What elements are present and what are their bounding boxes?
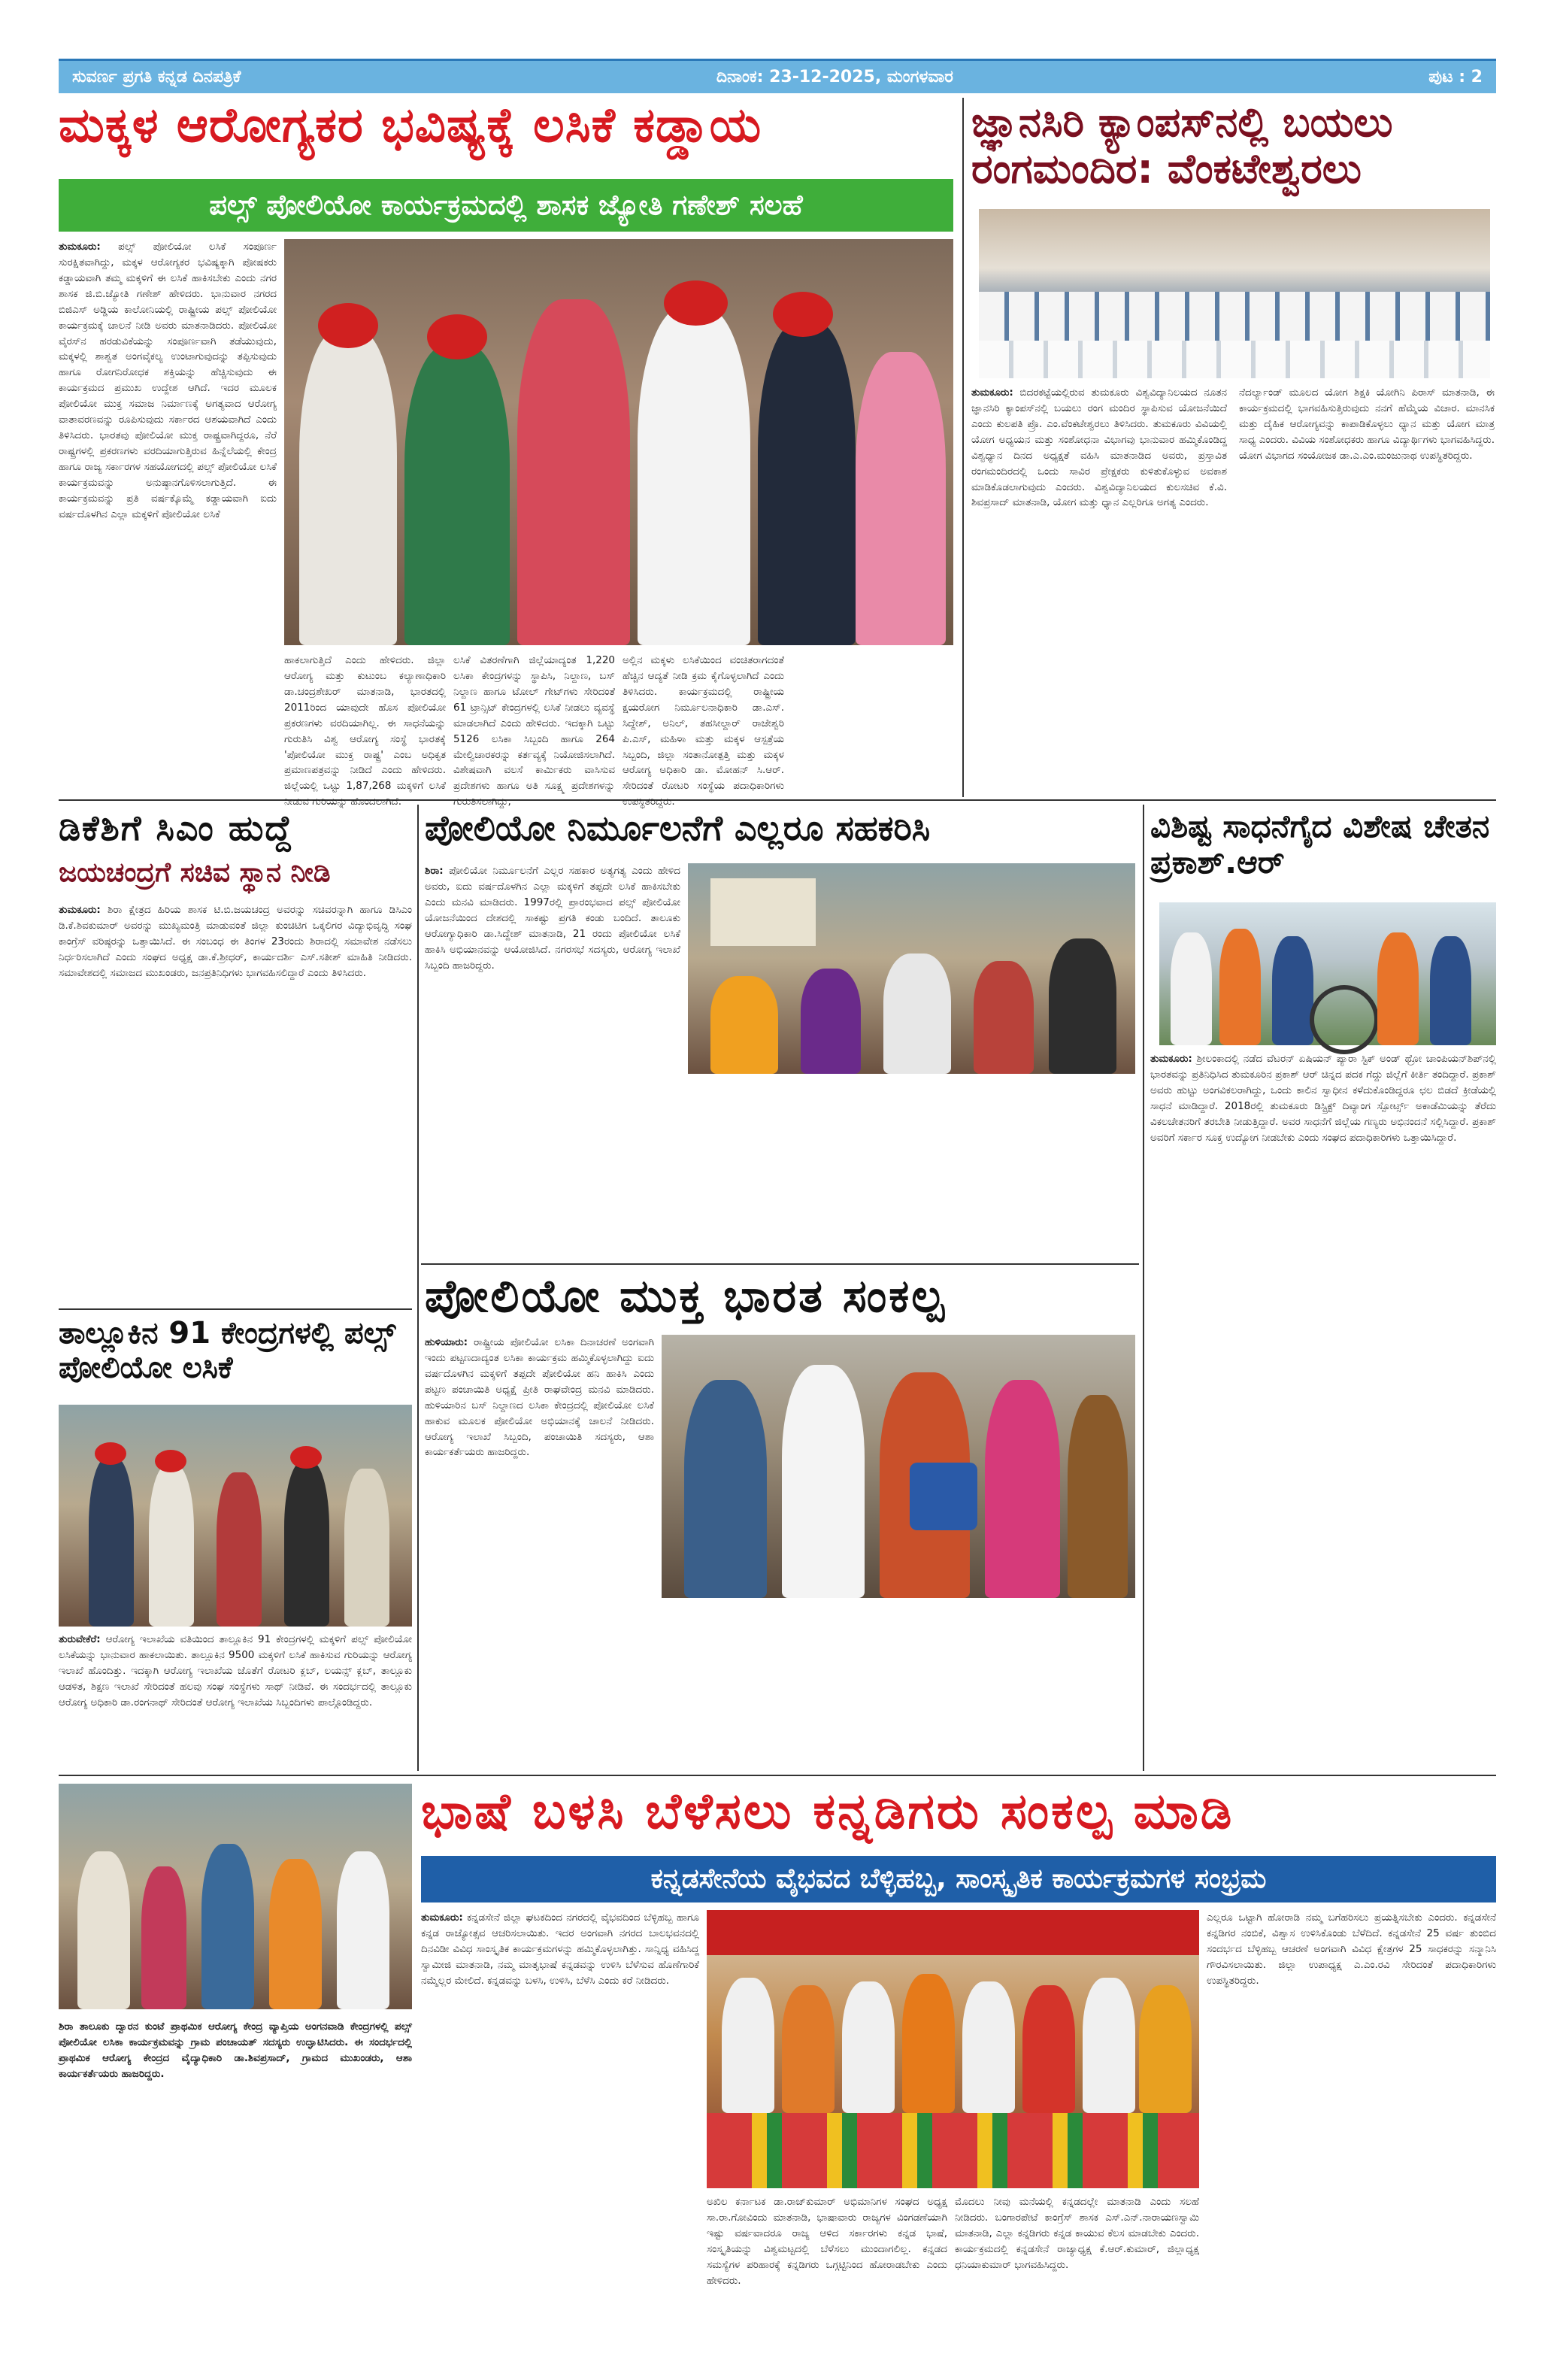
story5-text: ಶ್ರೀಲಂಕಾದಲ್ಲಿ ನಡೆದ ವೆಟರನ್ ಏಷಿಯನ್ ಪ್ಯಾರಾ ಸ್ಟಿಕ್ ಅಂಡ್ ಥ್ರೋ ಚಾಂಪಿಯನ್‌ಶಿಪ್‌ನಲ್ಲಿ ಭಾರತವನ್ನು ಪ್ರತಿನಿಧಿಸಿದ ತುಮಕೂರಿನ ಪ್ರಕಾಶ್ ಆರ್ ಚಿನ್ನದ ಪದಕ ಗೆದ್ದು ಜಿಲ್ಲೆಗೆ ಕೀರ್ತಿ ತಂದಿದ್ದಾರೆ. ಪ್ರಕಾಶ್ ಅವರು ಹುಟ್ಟು ಅಂಗವಿಕಲರಾಗಿದ್ದು, ಒಂದು ಕಾಲಿನ ಸ್ವಾಧೀನ ಕಳೆದುಕೊಂಡಿದ್ದರೂ ಛಲ ಬಿಡದೆ ಕ್ರೀಡೆಯಲ್ಲಿ ಸಾಧನೆ ಮಾಡಿದ್ದಾರೆ. 2018ರಲ್ಲಿ ತುಮಕೂರು ಡಿಸ್ಟ್ರಿಕ್ಟ್ ದಿವ್ಯಾಂಗ ಸ್ಪೋರ್ಟ್ಸ್ ಅಕಾಡೆಮಿಯನ್ನು ತೆರೆದು ವಿಕಲಚೇತನರಿಗೆ ತರಬೇತಿ ನೀಡುತ್ತಿದ್ದಾರೆ. ಅವರ ಸಾಧನೆಗೆ ಜಿಲ್ಲೆಯ ಗಣ್ಯರು ಅಭಿನಂದನೆ ಸಲ್ಲಿಸಿದ್ದಾರೆ. ಪ್ರಕಾಶ್ ಅವರಿಗೆ ಸರ್ಕಾರ ಸೂಕ್ತ ಉದ್ಯೋಗ ನೀಡಬೇಕು ಎಂದು ಸಂಘದ ಪದಾಧಿಕಾರಿಗಳು ಒತ್ತಾಯಿಸಿದ್ದಾರೆ. (1150, 1053, 1496, 1144)
story2-text-1: ಬಿದರಕಟ್ಟೆಯಲ್ಲಿರುವ ತುಮಕೂರು ವಿಶ್ವವಿದ್ಯಾನಿಲಯದ ನೂತನ ಜ್ಞಾನಸಿರಿ ಕ್ಯಾಂಪಸ್‌ನಲ್ಲಿ ಬಯಲು ರಂಗ ಮಂದಿರ ಸ್ಥಾಪಿಸುವ ಯೋಜನೆಯಿದೆ ಎಂದು ಕುಲಪತಿ ಪ್ರೊ. ಎಂ.ವೆಂಕಟೇಶ್ವರಲು ತಿಳಿಸಿದರು. ತುಮಕೂರು ವಿವಿಯಲ್ಲಿ ಯೋಗ ಅಧ್ಯಯನ ಮತ್ತು ಸಂಶೋಧನಾ ವಿಭಾಗವು ಭಾನುವಾರ ಹಮ್ಮಿಕೊಂಡಿದ್ದ ವಿಶ್ವಧ್ಯಾನ ದಿನದ ಅಧ್ಯಕ್ಷತೆ ವಹಿಸಿ ಮಾತನಾಡಿದ ಅವರು, ಪ್ರಸ್ತಾವಿತ ರಂಗಮಂದಿರದಲ್ಲಿ ಒಂದು ಸಾವಿರ ಪ್ರೇಕ್ಷಕರು ಕುಳಿತುಕೊಳ್ಳುವ ಅವಕಾಶ ಮಾಡಿಕೊಡಲಾಗುವುದು ಎಂದರು. ವಿಶ್ವವಿದ್ಯಾನಿಲಯದ ಕುಲಸಚಿವ ಕೆ.ವಿ. ಶಿವಪ್ರಸಾದ್ ಮಾತನಾಡಿ, ಯೋಗ ಮತ್ತು ಧ್ಯಾನ ಎಲ್ಲರಿಗೂ ಅಗತ್ಯ ಎಂದರು. (971, 387, 1227, 509)
section-rule (421, 1263, 1139, 1265)
story6-text: ರಾಷ್ಟ್ರೀಯ ಪೋಲಿಯೋ ಲಸಿಕಾ ದಿನಾಚರಣೆ ಅಂಗವಾಗಿ ಇಂದು ಪಟ್ಟಣದಾದ್ಯಂತ ಲಸಿಕಾ ಕಾರ್ಯಕ್ರಮ ಹಮ್ಮಿಕೊಳ್ಳಲಾಗಿದ್ದು ಐದು ವರ್ಷದೊಳಗಿನ ಮಕ್ಕಳಿಗೆ ತಪ್ಪದೇ ಪೋಲಿಯೋ ಹನಿ ಹಾಕಿಸಿ ಎಂದು ಪಟ್ಟಣ ಪಂಚಾಯಿತಿ ಅಧ್ಯಕ್ಷೆ ಪ್ರೀತಿ ರಾಘವೇಂದ್ರ ಮನವಿ ಮಾಡಿದರು. ಹುಳಿಯಾರಿನ ಬಸ್ ನಿಲ್ದಾಣದ ಲಸಿಕಾ ಕೇಂದ್ರದಲ್ಲಿ ಪೋಲಿಯೋ ಲಸಿಕೆ ಹಾಕುವ ಮೂಲಕ ಪೋಲಿಯೋ ಅಭಿಯಾನಕ್ಕೆ ಚಾಲನೆ ನೀಡಿದರು. ಆರೋಗ್ಯ ಇಲಾಖೆ ಸಿಬ್ಬಂದಿ, ಪಂಚಾಯಿತಿ ಸದಸ್ಯರು, ಆಶಾ ಕಾರ್ಯಕರ್ತೆಯರು ಹಾಜರಿದ್ದರು. (425, 1336, 654, 1459)
story2-headline: ಜ್ಞಾನಸಿರಿ ಕ್ಯಾಂಪಸ್‌ನಲ್ಲಿ ಬಯಲು ರಂಗಮಂದಿರ: ವೆಂಕಟೇಶ್ವರಲು (971, 99, 1393, 193)
story8-text-1: ಕನ್ನಡಸೇನೆ ಜಿಲ್ಲಾ ಘಟಕದಿಂದ ನಗರದಲ್ಲಿ ವೈಭವದಿಂದ ಬೆಳ್ಳಿಹಬ್ಬ ಹಾಗೂ ಕನ್ನಡ ರಾಜ್ಯೋತ್ಸವ ಆಚರಿಸಲಾಯಿತು. ಇದರ ಅಂಗವಾಗಿ ನಗರದ ಬಾಲಭವನದಲ್ಲಿ ದಿನವಿಡೀ ವಿವಿಧ ಸಾಂಸ್ಕೃತಿಕ ಕಾರ್ಯಕ್ರಮಗಳನ್ನು ಹಮ್ಮಿಕೊಳ್ಳಲಾಗಿತ್ತು. ಸಾನ್ನಿಧ್ಯ ವಹಿಸಿದ್ದ ಸ್ವಾಮೀಜಿ ಮಾತನಾಡಿ, ನಮ್ಮ ಮಾತೃಭಾಷೆ ಕನ್ನಡವನ್ನು ಉಳಿಸಿ ಬೆಳೆಸುವ ಹೊಣೆಗಾರಿಕೆ ನಮ್ಮೆಲ್ಲರ ಮೇಲಿದೆ. ಕನ್ನಡವನ್ನು ಬಳಸಿ, ಉಳಿಸಿ, ಬೆಳೆಸಿ ಎಂದು ಕರೆ ನೀಡಿದರು. (421, 1912, 699, 1987)
column-rule (417, 805, 419, 1771)
story7-caption: ಶಿರಾ ತಾಲೂಕು ದ್ವಾರನ ಕುಂಟೆ ಪ್ರಾಥಮಿಕ ಆರೋಗ್ಯ ಕೇಂದ್ರ ವ್ಯಾಪ್ತಿಯ ಅಂಗನವಾಡಿ ಕೇಂದ್ರಗಳಲ್ಲಿ ಪಲ್ಸ್ ಪೋಲಿಯೋ ಲಸಿಕಾ ಕಾರ್ಯಕ್ರಮವನ್ನು ಗ್ರಾಮ ಪಂಚಾಯತ್ ಸದಸ್ಯರು ಉದ್ಘಾಟಿಸಿದರು. ಈ ಸಂದರ್ಭದಲ್ಲಿ ಪ್ರಾಥಮಿಕ ಆರೋಗ್ಯ ಕೇಂದ್ರದ ವೈದ್ಯಾಧಿಕಾರಿ ಡಾ.ಶಿವಪ್ರಸಾದ್, ಗ್ರಾಮದ ಮುಖಂಡರು, ಆಶಾ ಕಾರ್ಯಕರ್ತೆಯರು ಹಾಜರಿದ್ದರು. (59, 2021, 412, 2080)
story2-photo (979, 209, 1490, 378)
story6-headline: ಪೋಲಿಯೋ ಮುಕ್ತ ಭಾರತ ಸಂಕಲ್ಪ (425, 1270, 947, 1323)
story1-column-2: ಹಾಕಲಾಗುತ್ತಿದೆ ಎಂದು ಹೇಳಿದರು. ಜಿಲ್ಲಾ ಆರೋಗ್ಯ ಮತ್ತು ಕುಟುಂಬ ಕಲ್ಯಾಣಾಧಿಕಾರಿ ಡಾ.ಚಂದ್ರಶೇಖರ್ ಮಾತನಾಡಿ, ಭಾರತದಲ್ಲಿ 2011ರಿಂದ ಯಾವುದೇ ಹೊಸ ಪೋಲಿಯೋ ಪ್ರಕರಣಗಳು ವರದಿಯಾಗಿಲ್ಲ. ಈ ಸಾಧನೆಯನ್ನು ಗುರುತಿಸಿ ವಿಶ್ವ ಆರೋಗ್ಯ ಸಂಸ್ಥೆ ಭಾರತಕ್ಕೆ 'ಪೋಲಿಯೋ ಮುಕ್ತ ರಾಷ್ಟ್ರ' ಎಂಬ ಅಧಿಕೃತ ಪ್ರಮಾಣಪತ್ರವನ್ನು ನೀಡಿದೆ ಎಂದು ಹೇಳಿದರು. ಜಿಲ್ಲೆಯಲ್ಲಿ ಒಟ್ಟು 1,87,268 ಮಕ್ಕಳಿಗೆ ಲಸಿಕೆ ನೀಡುವ ಗುರಿಯನ್ನು ಹೊಂದಲಾಗಿದೆ. (284, 654, 446, 808)
story4-body (425, 863, 680, 1258)
story7-body (59, 1632, 412, 1767)
story6-body (425, 1335, 654, 1767)
masthead (59, 59, 1496, 93)
story1-column-4: ಅಲ್ಲಿನ ಮಕ್ಕಳು ಲಸಿಕೆಯಿಂದ ವಂಚಿತರಾಗದಂತೆ ಹೆಚ್ಚಿನ ಆದ್ಯತೆ ನೀಡಿ ಕ್ರಮ ಕೈಗೊಳ್ಳಲಾಗಿದೆ ಎಂದು ತಿಳಿಸಿದರು. ಕಾರ್ಯಕ್ರಮದಲ್ಲಿ ರಾಷ್ಟ್ರೀಯ ಕ್ಷಯರೋಗ ನಿರ್ಮೂಲನಾಧಿಕಾರಿ ಡಾ.ಎಸ್. ಸಿದ್ದೇಶ್, ಅನಿಲ್, ತಹಸೀಲ್ದಾರ್ ರಾಜೇಶ್ವರಿ ಪಿ.ಎಸ್, ಮಹಿಳಾ ಮತ್ತು ಮಕ್ಕಳ ಆಸ್ಪತ್ರೆಯ ಸಿಬ್ಬಂದಿ, ಜಿಲ್ಲಾ ಸಂತಾನೋತ್ಪತ್ತಿ ಮತ್ತು ಮಕ್ಕಳ ಆರೋಗ್ಯ ಅಧಿಕಾರಿ ಡಾ. ಮೋಹನ್ ಸಿ.ಆರ್. ಸೇರಿದಂತೆ ರೋಟರಿ ಸಂಸ್ಥೆಯ ಪದಾಧಿಕಾರಿಗಳು ಉಪಸ್ಥಿತರಿದ್ದರು. (623, 654, 784, 808)
story5-photo (1159, 902, 1496, 1045)
section-rule (59, 1775, 1496, 1776)
story8-headline: ಭಾಷೆ ಬಳಸಿ ಬೆಳೆಸಲು ಕನ್ನಡಿಗರು ಸಂಕಲ್ಪ ಮಾಡಿ (421, 1782, 1234, 1840)
paper-name: ಸುವರ್ಣ ಪ್ರಗತಿ ಕನ್ನಡ ದಿನಪತ್ರಿಕೆ (72, 68, 241, 86)
story1-photo (284, 239, 953, 645)
story6-photo (662, 1335, 1135, 1598)
story2-column-1 (971, 385, 1227, 791)
story8-photo (707, 1910, 1199, 2188)
story3-headline: ಡಿಕೆಶಿಗೆ ಸಿಎಂ ಹುದ್ದೆ (59, 808, 294, 848)
story5-body (1150, 1051, 1496, 1767)
page-number: ಪುಟ : 2 (1428, 68, 1483, 86)
story1-text-1: ಪಲ್ಸ್ ಪೋಲಿಯೋ ಲಸಿಕೆ ಸಂಪೂರ್ಣ ಸುರಕ್ಷಿತವಾಗಿದ್ದು, ಮಕ್ಕಳ ಆರೋಗ್ಯಕರ ಭವಿಷ್ಯಕ್ಕಾಗಿ ಪೋಷಕರು ಕಡ್ಡಾಯವಾಗಿ ತಮ್ಮ ಮಕ್ಕಳಿಗೆ ಈ ಲಸಿಕೆ ಹಾಕಿಸಬೇಕು ಎಂದು ನಗರ ಶಾಸಕ ಜಿ.ಬಿ.ಜ್ಯೋತಿ ಗಣೇಶ್ ಹೇಳಿದರು. ಭಾನುವಾರ ನಗರದ ಬಿಜಿಎಸ್ ಅಡ್ಡಿಯ ಕಾಲೋನಿಯಲ್ಲಿ ರಾಷ್ಟ್ರೀಯ ಪಲ್ಸ್ ಪೋಲಿಯೋ ಕಾರ್ಯಕ್ರಮಕ್ಕೆ ಚಾಲನೆ ನೀಡಿ ಅವರು ಮಾತನಾಡಿದರು. ಪೋಲಿಯೋ ವೈರಸ್‌ನ ಹರಡುವಿಕೆಯನ್ನು ಸಂಪೂರ್ಣವಾಗಿ ತಡೆಯುವುದು, ಮಕ್ಕಳಲ್ಲಿ ಶಾಶ್ವತ ಅಂಗವೈಕಲ್ಯ ಉಂಟಾಗುವುದನ್ನು ತಪ್ಪಿಸುವುದು ಹಾಗೂ ರೋಗನಿರೋಧಕ ಶಕ್ತಿಯನ್ನು ಹೆಚ್ಚಿಸುವುದು ಈ ಕಾರ್ಯಕ್ರಮದ ಪ್ರಮುಖ ಉದ್ದೇಶ ಆಗಿದೆ. ಇದರ ಮೂಲಕ ಪೋಲಿಯೋ ಮುಕ್ತ ಸಮಾಜ ನಿರ್ಮಾಣಕ್ಕೆ ಅಗತ್ಯವಾದ ಆರೋಗ್ಯ ವಾತಾವರಣವನ್ನು ರೂಪಿಸುವುದು ಸರ್ಕಾರದ ಆಶಯವಾಗಿದೆ ಎಂದು ತಿಳಿಸಿದರು. ಭಾರತವು ಪೋಲಿಯೋ ಮುಕ್ತ ರಾಷ್ಟ್ರವಾಗಿದ್ದರೂ, ನೆರೆ ರಾಷ್ಟ್ರಗಳಲ್ಲಿ ಪ್ರಕರಣಗಳು ವರದಿಯಾಗುತ್ತಿರುವ ಹಿನ್ನೆಲೆಯಲ್ಲಿ ಕೇಂದ್ರ ಹಾಗೂ ರಾಜ್ಯ ಸರ್ಕಾರಗಳ ಸಹಯೋಗದಲ್ಲಿ ಪಲ್ಸ್ ಪೋಲಿಯೋ ಲಸಿಕೆ ಕಾರ್ಯಕ್ರಮವನ್ನು ಅನುಷ್ಠಾನಗೊಳಿಸಲಾಗುತ್ತಿದೆ. ಈ ಕಾರ್ಯಕ್ರಮವನ್ನು ಪ್ರತಿ ವರ್ಷಕ್ಕೊಮ್ಮೆ ಕಡ್ಡಾಯವಾಗಿ ಐದು ವರ್ಷದೊಳಗಿನ ಎಲ್ಲಾ ಮಕ್ಕಳಿಗೆ ಪೋಲಿಯೋ ಲಸಿಕೆ (59, 241, 277, 520)
story1-dateline: ತುಮಕೂರು: (59, 241, 101, 253)
story4-photo (688, 863, 1135, 1074)
story1-subhead: ಪಲ್ಸ್ ಪೋಲಿಯೋ ಕಾರ್ಯಕ್ರಮದಲ್ಲಿ ಶಾಸಕ ಜ್ಯೋತಿ ಗಣೇಶ್ ಸಲಹೆ (59, 179, 953, 232)
story7-dateline: ತುರುವೇಕೆರೆ: (59, 1633, 101, 1645)
story7-photo-2 (59, 1784, 412, 2009)
story8-dateline: ತುಮಕೂರು: (421, 1912, 463, 1924)
section-rule (59, 1308, 412, 1310)
story2-dateline: ತುಮಕೂರು: (971, 387, 1013, 399)
issue-date: ದಿನಾಂಕ: 23-12-2025, ಮಂಗಳವಾರ (716, 68, 953, 86)
story4-text: ಪೋಲಿಯೋ ನಿರ್ಮೂಲನೆಗೆ ಎಲ್ಲರ ಸಹಕಾರ ಅತ್ಯಗತ್ಯ ಎಂದು ಹೇಳಿದ ಅವರು, ಐದು ವರ್ಷದೊಳಗಿನ ಎಲ್ಲಾ ಮಕ್ಕಳಿಗೆ ತಪ್ಪದೇ ಲಸಿಕೆ ಹಾಕಿಸಬೇಕು ಎಂದು ಮನವಿ ಮಾಡಿದರು. 1997ರಲ್ಲಿ ಪ್ರಾರಂಭವಾದ ಪಲ್ಸ್ ಪೋಲಿಯೋ ಯೋಜನೆಯಿಂದ ದೇಶದಲ್ಲಿ ಸಾಕಷ್ಟು ಪ್ರಗತಿ ಕಂಡು ಬಂದಿದೆ. ತಾಲೂಕು ಆರೋಗ್ಯಾಧಿಕಾರಿ ಡಾ.ಸಿದ್ದೇಶ್ ಮಾತನಾಡಿ, 21 ರಂದು ಪೋಲಿಯೋ ಲಸಿಕೆ ಹಾಕಿಸಿ ಅಭಿಯಾನವನ್ನು ಆಯೋಜಿಸಿದೆ. ನಗರಸಭೆ ಸದಸ್ಯರು, ಆರೋಗ್ಯ ಇಲಾಖೆ ಸಿಬ್ಬಂದಿ ಹಾಜರಿದ್ದರು. (425, 865, 680, 972)
story7-text: ಆರೋಗ್ಯ ಇಲಾಖೆಯ ವತಿಯಿಂದ ತಾಲ್ಲೂಕಿನ 91 ಕೇಂದ್ರಗಳಲ್ಲಿ ಮಕ್ಕಳಿಗೆ ಪಲ್ಸ್ ಪೋಲಿಯೋ ಲಸಿಕೆಯನ್ನು ಭಾನುವಾರ ಹಾಕಲಾಯಿತು. ತಾಲ್ಲೂಕಿನ 9500 ಮಕ್ಕಳಿಗೆ ಲಸಿಕೆ ಹಾಕಿಸುವ ಗುರಿಯನ್ನು ಆರೋಗ್ಯ ಇಲಾಖೆ ಹೊಂದಿತ್ತು. ಇದಕ್ಕಾಗಿ ಆರೋಗ್ಯ ಇಲಾಖೆಯ ಜೊತೆಗೆ ರೋಟರಿ ಕ್ಲಬ್, ಲಯನ್ಸ್ ಕ್ಲಬ್, ತಾಲ್ಲೂಕು ಆಡಳಿತ, ಶಿಕ್ಷಣ ಇಲಾಖೆ ಸೇರಿದಂತೆ ಹಲವು ಸಂಘ ಸಂಸ್ಥೆಗಳು ಸಾಥ್ ನೀಡಿವೆ. ಈ ಸಂದರ್ಭದಲ್ಲಿ ತಾಲ್ಲೂಕು ಆರೋಗ್ಯ ಅಧಿಕಾರಿ ಡಾ.ರಂಗನಾಥ್ ಸೇರಿದಂತೆ ಆರೋಗ್ಯ ಇಲಾಖೆಯ ಸಿಬ್ಬಂದಿಗಳು ಪಾಲ್ಗೊಂಡಿದ್ದರು. (59, 1633, 412, 1708)
column-rule (962, 98, 964, 797)
story1-column-3: ಲಸಿಕೆ ವಿತರಣೆಗಾಗಿ ಜಿಲ್ಲೆಯಾದ್ಯಂತ 1,220 ಲಸಿಕಾ ಕೇಂದ್ರಗಳನ್ನು ಸ್ಥಾಪಿಸಿ, ನಿಲ್ದಾಣ, ಬಸ್ ನಿಲ್ದಾಣ ಹಾಗೂ ಟೋಲ್ ಗೇಟ್‌ಗಳು ಸೇರಿದಂತೆ 61 ಟ್ರಾನ್ಸಿಟ್ ಕೇಂದ್ರಗಳಲ್ಲಿ ಲಸಿಕೆ ನೀಡಲು ವ್ಯವಸ್ಥೆ ಮಾಡಲಾಗಿದೆ ಎಂದು ಹೇಳಿದರು. ಇದಕ್ಕಾಗಿ ಒಟ್ಟು 5126 ಲಸಿಕಾ ಸಿಬ್ಬಂದಿ ಹಾಗೂ 264 ಮೇಲ್ವಿಚಾರಕರನ್ನು ಕರ್ತವ್ಯಕ್ಕೆ ನಿಯೋಜಿಸಲಾಗಿದೆ. ವಿಶೇಷವಾಗಿ ವಲಸೆ ಕಾರ್ಮಿಕರು ವಾಸಿಸುವ ಪ್ರದೇಶಗಳು ಹಾಗೂ ಅತಿ ಸೂಕ್ಷ್ಮ ಪ್ರದೇಶಗಳನ್ನು ಗುರುತಿಸಲಾಗಿದ್ದು, (453, 654, 615, 808)
story1-headline: ಮಕ್ಕಳ ಆರೋಗ್ಯಕರ ಭವಿಷ್ಯಕ್ಕೆ ಲಸಿಕೆ ಕಡ್ಡಾಯ (59, 98, 762, 153)
story5-headline: ವಿಶಿಷ್ಟ ಸಾಧನೆಗೈದ ವಿಶೇಷ ಚೇತನ ಪ್ರಕಾಶ್.ಆರ್ (1150, 808, 1490, 881)
story8-column-4: ಎಲ್ಲರೂ ಒಟ್ಟಾಗಿ ಹೋರಾಡಿ ನಮ್ಮ ಬಗೆಹರಿಸಲು ಪ್ರಯತ್ನಿಸಬೇಕು ಎಂದರು. ಕನ್ನಡಸೇನೆ ಕನ್ನಡಿಗರ ನಂಬಿಕೆ, ವಿಶ್ವಾಸ ಉಳಿಸಿಕೊಂಡು ಬೆಳೆದಿದೆ. ಕನ್ನಡಸೇನೆ 25 ವರ್ಷ ತುಂಬಿದ ಸಂದರ್ಭದ ಬೆಳ್ಳಿಹಬ್ಬ ಆಚರಣೆ ಅಂಗವಾಗಿ ವಿವಿಧ ಕ್ಷೇತ್ರಗಳ 25 ಸಾಧಕರನ್ನು ಸನ್ಮಾನಿಸಿ ಗೌರವಿಸಲಾಯಿತು. ಜಿಲ್ಲಾ ಉಪಾಧ್ಯಕ್ಷ ಎ.ಎಂ.ರವಿ ಸೇರಿದಂತೆ ಪದಾಧಿಕಾರಿಗಳು ಉಪಸ್ಥಿತರಿದ್ದರು. (1207, 1912, 1496, 1987)
story3-body (59, 902, 412, 1301)
story3-dateline: ತುಮಕೂರು: (59, 904, 101, 916)
column-rule (1143, 805, 1144, 1771)
story8-column-2: ಅಖಿಲ ಕರ್ನಾಟಕ ಡಾ.ರಾಜ್‌ಕುಮಾರ್ ಅಭಿಮಾನಿಗಳ ಸಂಘದ ಅಧ್ಯಕ್ಷ ಸಾ.ರಾ.ಗೋವಿಂದು ಮಾತನಾಡಿ, ಭಾಷಾವಾರು ರಾಜ್ಯಗಳ ವಿಂಗಡಣೆಯಾಗಿ ಇಷ್ಟು ವರ್ಷವಾದರೂ ರಾಜ್ಯ ಆಳಿದ ಸರ್ಕಾರಗಳು ಕನ್ನಡ ಭಾಷೆ, ಸಂಸ್ಕೃತಿಯನ್ನು ವಿಶ್ವಮಟ್ಟದಲ್ಲಿ ಬೆಳೆಸಲು ಮುಂದಾಗಲಿಲ್ಲ. ಕನ್ನಡದ ಸಮಸ್ಯೆಗಳ ಪರಿಹಾರಕ್ಕೆ ಕನ್ನಡಿಗರು ಒಗ್ಗಟ್ಟಿನಿಂದ ಹೋರಾಡಬೇಕು ಎಂದು ಹೇಳಿದರು. (707, 2196, 947, 2287)
story7-photo-1 (59, 1405, 412, 1627)
section-rule (59, 799, 1496, 801)
story1-column-1 (59, 239, 277, 788)
story8-column-3: ಮೊದಲು ನೀವು ಮನೆಯಲ್ಲಿ ಕನ್ನಡದಲ್ಲೇ ಮಾತನಾಡಿ ಎಂದು ಸಲಹೆ ನೀಡಿದರು. ಬಂಗಾರಪೇಟೆ ಕಾಂಗ್ರೆಸ್ ಶಾಸಕ ಎಸ್.ಎನ್.ನಾರಾಯಣಸ್ವಾಮಿ ಮಾತನಾಡಿ, ಎಲ್ಲಾ ಕನ್ನಡಿಗರು ಕನ್ನಡ ಕಾಯುವ ಕೆಲಸ ಮಾಡಬೇಕು ಎಂದರು. ಕಾರ್ಯಕ್ರಮದಲ್ಲಿ ಕನ್ನಡಸೇನೆ ರಾಜ್ಯಾಧ್ಯಕ್ಷ ಕೆ.ಆರ್.ಕುಮಾರ್, ಜಿಲ್ಲಾಧ್ಯಕ್ಷ ಧನಿಯಾಕುಮಾರ್ ಭಾಗವಹಿಸಿದ್ದರು. (955, 2196, 1199, 2271)
story5-dateline: ತುಮಕೂರು: (1150, 1053, 1192, 1065)
story7-headline: ತಾಲ್ಲೂಕಿನ 91 ಕೇಂದ್ರಗಳಲ್ಲಿ ಪಲ್ಸ್ ಪೋಲಿಯೋ ಲಸಿಕೆ (59, 1316, 396, 1385)
story6-dateline: ಹುಳಿಯಾರು: (425, 1336, 468, 1348)
story3-subhead: ಜಯಚಂದ್ರಗೆ ಸಚಿವ ಸ್ಥಾನ ನೀಡಿ (59, 857, 331, 888)
story8-subhead: ಕನ್ನಡಸೇನೆಯ ವೈಭವದ ಬೆಳ್ಳಿಹಬ್ಬ, ಸಾಂಸ್ಕೃತಿಕ ಕಾರ್ಯಕ್ರಮಗಳ ಸಂಭ್ರಮ (421, 1856, 1496, 1902)
story8-column-1 (421, 1910, 699, 2181)
story3-text: ಶಿರಾ ಕ್ಷೇತ್ರದ ಹಿರಿಯ ಶಾಸಕ ಟಿ.ಬಿ.ಜಯಚಂದ್ರ ಅವರನ್ನು ಸಚಿವರನ್ನಾಗಿ ಹಾಗೂ ಡಿಸಿಎಂ ಡಿ.ಕೆ.ಶಿವಕುಮಾರ್ ಅವರನ್ನು ಮುಖ್ಯಮಂತ್ರಿ ಮಾಡುವಂತೆ ಜಿಲ್ಲಾ ಕುಂಚಿಟಿಗ ಒಕ್ಕಲಿಗರ ವಿದ್ಯಾಭಿವೃದ್ಧಿ ಸಂಘ ಕಾಂಗ್ರೆಸ್ ವರಿಷ್ಠರನ್ನು ಒತ್ತಾಯಿಸಿದೆ. ಈ ಸಂಬಂಧ ಈ ತಿಂಗಳ 23ರಂದು ಶಿರಾದಲ್ಲಿ ಸಮಾವೇಶ ನಡೆಸಲು ನಿರ್ಧರಿಸಲಾಗಿದೆ ಎಂದು ಸಂಘದ ಅಧ್ಯಕ್ಷ ಡಾ.ಕೆ.ಶ್ರೀಧರ್, ಕಾರ್ಯದರ್ಶಿ ಎಸ್.ಸತೀಶ್ ಮಾಹಿತಿ ನೀಡಿದರು. ಸಮಾವೇಶದಲ್ಲಿ ಸಮಾಜದ ಮುಖಂಡರು, ಜನಪ್ರತಿನಿಧಿಗಳು ಭಾಗವಹಿಸಲಿದ್ದಾರೆ ಎಂದು ತಿಳಿಸಿದರು. (59, 904, 413, 979)
story4-headline: ಪೋಲಿಯೋ ನಿರ್ಮೂಲನೆಗೆ ಎಲ್ಲರೂ ಸಹಕರಿಸಿ (425, 808, 931, 848)
story4-dateline: ಶಿರಾ: (425, 865, 444, 877)
story2-column-2: ನೆದರ್ಲ್ಯಾಂಡ್ ಮೂಲದ ಯೋಗ ಶಿಕ್ಷಕಿ ಯೋಗಿನಿ ಪಿರಾಸ್ ಮಾತನಾಡಿ, ಈ ಕಾರ್ಯಕ್ರಮದಲ್ಲಿ ಭಾಗವಹಿಸುತ್ತಿರುವುದು ನನಗೆ ಹೆಮ್ಮೆಯ ವಿಚಾರ. ಮಾನಸಿಕ ಮತ್ತು ದೈಹಿಕ ಆರೋಗ್ಯವನ್ನು ಕಾಪಾಡಿಕೊಳ್ಳಲು ಧ್ಯಾನ ಮತ್ತು ಯೋಗ ಮಾತ್ರ ಸಾಧ್ಯ ಎಂದರು. ವಿವಿಯ ಸಂಶೋಧಕರು ಹಾಗೂ ವಿದ್ಯಾರ್ಥಿಗಳು ಭಾಗವಹಿಸಿದ್ದರು. ಯೋಗ ವಿಭಾಗದ ಸಂಯೋಜಕ ಡಾ.ಎ.ಎಂ.ಮಂಜುನಾಥ ಉಪಸ್ಥಿತರಿದ್ದರು. (1239, 387, 1495, 462)
